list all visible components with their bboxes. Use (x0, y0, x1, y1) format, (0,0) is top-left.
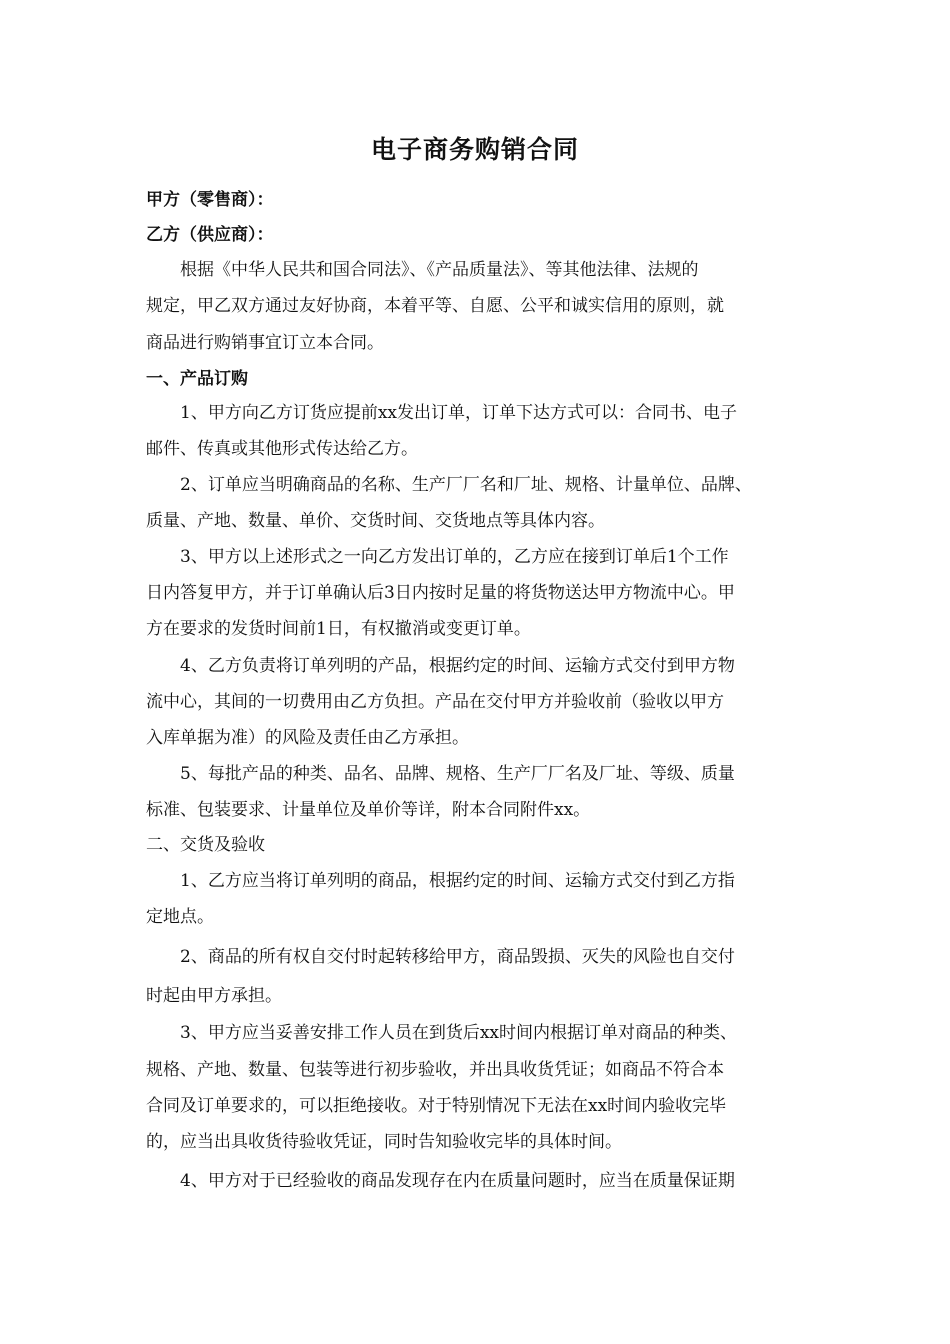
document-title: 电子商务购销合同 (370, 135, 579, 164)
paragraph-line: 规格、产地、数量、包装等进行初步验收，并出具收货凭证；如商品不符合本 (146, 1060, 724, 1080)
party-a-label: 甲方（零售商）： (146, 190, 274, 210)
paragraph-line: 日内答复甲方，并于订单确认后3日内按时足量的将货物送达甲方物流中心。甲 (146, 583, 735, 603)
paragraph-line: 标准、包装要求、计量单位及单价等详，附本合同附件xx。 (146, 800, 591, 820)
paragraph-line: 3、甲方应当妥善安排工作人员在到货后xx时间内根据订单对商品的种类、 (180, 1023, 737, 1043)
paragraph-line: 2、订单应当明确商品的名称、生产厂厂名和厂址、规格、计量单位、品牌、 (180, 475, 752, 495)
paragraph-line: 入库单据为准）的风险及责任由乙方承担。 (146, 728, 469, 748)
paragraph-line: 1、甲方向乙方订货应提前xx发出订单，订单下达方式可以：合同书、电子 (180, 403, 737, 423)
paragraph-line: 4、乙方负责将订单列明的产品，根据约定的时间、运输方式交付到甲方物 (180, 656, 735, 676)
section-heading: 一、产品订购 (146, 369, 248, 389)
paragraph-line: 时起由甲方承担。 (146, 986, 282, 1006)
preamble-line: 根据《中华人民共和国合同法》、《产品质量法》、等其他法律、法规的 (180, 260, 699, 280)
paragraph-line: 3、甲方以上述形式之一向乙方发出订单的，乙方应在接到订单后1个工作 (180, 547, 729, 567)
paragraph-line: 定地点。 (146, 907, 214, 927)
paragraph-line: 流中心，其间的一切费用由乙方负担。产品在交付甲方并验收前（验收以甲方 (146, 692, 724, 712)
paragraph-line: 5、每批产品的种类、品名、品牌、规格、生产厂厂名及厂址、等级、质量 (180, 764, 735, 784)
preamble-line: 商品进行购销事宜订立本合同。 (146, 333, 384, 353)
paragraph-line: 邮件、传真或其他形式传达给乙方。 (146, 439, 418, 459)
party-b-label: 乙方（供应商）： (146, 225, 274, 245)
paragraph-line: 的，应当出具收货待验收凭证，同时告知验收完毕的具体时间。 (146, 1132, 622, 1152)
preamble-line: 规定，甲乙双方通过友好协商，本着平等、自愿、公平和诚实信用的原则，就 (146, 296, 724, 316)
paragraph-line: 4、甲方对于已经验收的商品发现存在内在质量问题时，应当在质量保证期 (180, 1171, 735, 1191)
paragraph-line: 2、商品的所有权自交付时起转移给甲方，商品毁损、灭失的风险也自交付 (180, 947, 735, 967)
section-heading: 二、交货及验收 (146, 835, 265, 855)
paragraph-line: 1、乙方应当将订单列明的商品，根据约定的时间、运输方式交付到乙方指 (180, 871, 735, 891)
paragraph-line: 质量、产地、数量、单价、交货时间、交货地点等具体内容。 (146, 511, 605, 531)
paragraph-line: 合同及订单要求的，可以拒绝接收。对于特别情况下无法在xx时间内验收完毕 (146, 1096, 727, 1116)
paragraph-line: 方在要求的发货时间前1日，有权撤消或变更订单。 (146, 619, 531, 639)
